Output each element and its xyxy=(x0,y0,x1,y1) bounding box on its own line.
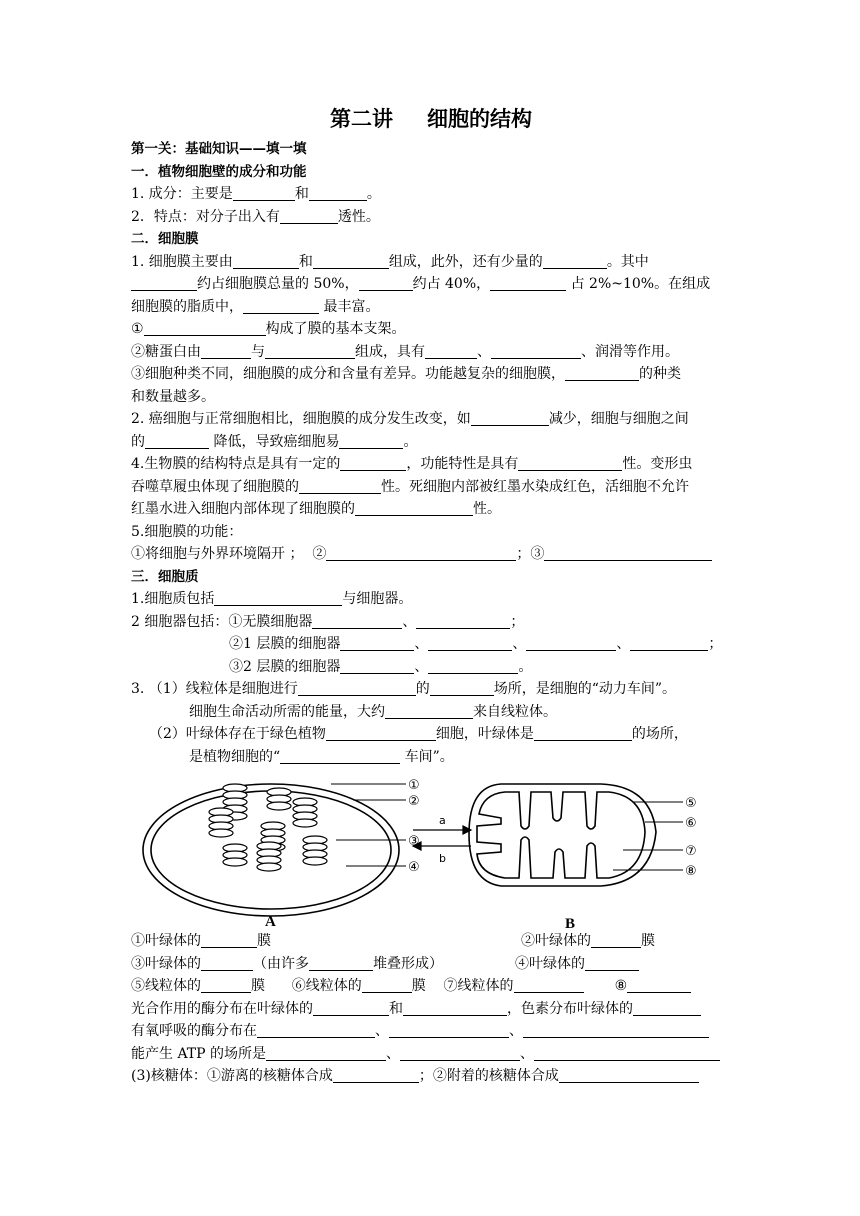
blank[interactable] xyxy=(340,659,414,674)
figure-label-b: B xyxy=(565,916,576,930)
blank[interactable] xyxy=(544,546,712,561)
blank[interactable] xyxy=(233,186,295,201)
blank[interactable] xyxy=(471,411,549,426)
blank[interactable] xyxy=(518,456,622,471)
blank[interactable] xyxy=(280,749,400,764)
section-1-heading: 一．植物细胞壁的成分和功能 xyxy=(131,163,307,180)
label-2: ② xyxy=(408,794,420,809)
organelle-figure xyxy=(131,774,731,930)
s1-line-2: 2．特点：对分子出入有 透性。 xyxy=(131,208,380,225)
label-3: ③ xyxy=(408,834,420,849)
level-heading: 第一关：基础知识——填一填 xyxy=(131,141,307,157)
s3-a: 1.细胞质包括 与细胞器。 xyxy=(131,591,413,607)
page-title: 第二讲 细胞的结构 xyxy=(330,107,532,131)
label-7: ⑦ xyxy=(685,844,697,859)
arrow-label-a: a xyxy=(439,814,446,827)
s3-m: 3. （1）线粒体是细胞进行 的 场所，是细胞的“动力车间”。 xyxy=(131,681,677,697)
blank[interactable] xyxy=(233,254,299,269)
blank[interactable] xyxy=(265,344,355,359)
s3-m-cont: 细胞生命活动所需的能量，大约 来自线粒体。 xyxy=(189,703,557,720)
organelle-diagram xyxy=(131,774,731,930)
s2-q5-items: ①将细胞与外界环境隔开 ； ② ；③ xyxy=(131,543,731,566)
blank[interactable] xyxy=(201,978,251,993)
s2-q2-cont: 的 降低，导致癌细胞易 。 xyxy=(131,433,418,450)
blank[interactable] xyxy=(534,726,632,741)
blank[interactable] xyxy=(359,276,413,291)
blank[interactable] xyxy=(514,978,584,993)
s3-d: ③2 层膜的细胞器 、 。 xyxy=(229,658,533,675)
thylakoid-disc xyxy=(267,802,291,810)
blank[interactable] xyxy=(559,1068,699,1083)
section-2-heading: 二．细胞膜 xyxy=(131,231,199,247)
blank[interactable] xyxy=(266,1046,386,1061)
blank[interactable] xyxy=(585,956,639,971)
thylakoid-disc xyxy=(257,863,281,871)
s2-p1: 1. 细胞膜主要由 和 组成，此外，还有少量的 。其中 xyxy=(131,253,649,270)
blank[interactable] xyxy=(534,1046,720,1061)
blank[interactable] xyxy=(313,1001,389,1016)
thylakoid-disc xyxy=(209,829,233,837)
label-1: ① xyxy=(408,778,420,793)
s2-q4: 4.生物膜的结构特点是具有一定的 ，功能特性是具有 性。变形虫 xyxy=(131,456,693,472)
blank[interactable] xyxy=(201,956,253,971)
blank[interactable] xyxy=(326,726,436,741)
blank[interactable] xyxy=(565,366,639,381)
blank[interactable] xyxy=(309,956,373,971)
section-3-heading: 三．细胞质 xyxy=(131,568,199,585)
blank[interactable] xyxy=(298,681,416,696)
fig-answer-row-3: ⑤线粒体的 膜 ⑥线粒体的 膜 ⑦线粒体的 ⑧ xyxy=(131,975,731,998)
blank[interactable] xyxy=(425,344,477,359)
blank[interactable] xyxy=(214,591,342,606)
worksheet xyxy=(131,104,731,1088)
blank[interactable] xyxy=(523,1023,709,1038)
s2-q4-cont: 吞噬草履虫体现了细胞膜的 性。死细胞内部被红墨水染成红色，活细胞不允许 xyxy=(131,478,689,495)
blank[interactable] xyxy=(144,321,266,336)
blank[interactable] xyxy=(280,209,338,224)
s2-q4-cont2: 红墨水进入细胞内部体现了细胞膜的 性。 xyxy=(131,501,501,517)
s2-c1: ① 构成了膜的基本支架。 xyxy=(131,321,406,337)
label-6: ⑥ xyxy=(685,816,697,831)
s2-c3-cont: 和数量越多。 xyxy=(131,388,215,405)
blank[interactable] xyxy=(591,933,641,948)
blank[interactable] xyxy=(430,681,494,696)
blank[interactable] xyxy=(340,456,406,471)
enzyme-photosynthesis: 光合作用的酶分布在叶绿体的 和 ，色素分布叶绿体的 xyxy=(131,998,731,1021)
thylakoid-disc xyxy=(303,857,327,865)
blank[interactable] xyxy=(355,501,473,516)
blank[interactable] xyxy=(257,1023,375,1038)
blank[interactable] xyxy=(428,659,518,674)
s2-q5: 5.细胞膜的功能： xyxy=(131,523,243,540)
blank[interactable] xyxy=(340,636,414,651)
label-4: ④ xyxy=(408,860,420,875)
s2-c2: ②糖蛋白由 与 组成，具有 、 、润滑等作用。 xyxy=(131,343,679,360)
blank[interactable] xyxy=(131,276,197,291)
blank[interactable] xyxy=(543,254,607,269)
blank[interactable] xyxy=(416,614,510,629)
s2-c3: ③细胞种类不同，细胞膜的成分和含量有差异。功能越复杂的细胞膜， 的种类 xyxy=(131,366,681,382)
blank[interactable] xyxy=(299,479,381,494)
label-5: ⑤ xyxy=(685,796,697,811)
s2-q2: 2. 癌细胞与正常细胞相比，细胞膜的成分发生改变，如 减少，细胞与细胞之间 xyxy=(131,411,689,427)
blank[interactable] xyxy=(339,434,403,449)
s3-k: （2）叶绿体存在于绿色植物 细胞，叶绿体是 的场所， xyxy=(149,726,688,742)
blank[interactable] xyxy=(362,978,412,993)
blank[interactable] xyxy=(428,636,512,651)
s3-k-cont: 是植物细胞的“ 车间”。 xyxy=(189,748,454,765)
blank[interactable] xyxy=(630,636,708,651)
blank[interactable] xyxy=(243,299,319,314)
thylakoid-disc xyxy=(223,858,247,866)
blank[interactable] xyxy=(313,254,389,269)
enzyme-respiration: 有氧呼吸的酶分布在 、 、 xyxy=(131,1020,731,1043)
atp-sites: 能产生 ATP 的场所是 、 、 xyxy=(131,1043,731,1066)
blank[interactable] xyxy=(201,933,257,948)
ribosome-line: (3)核糖体：①游离的核糖体合成 ；②附着的核糖体合成 xyxy=(131,1065,731,1088)
blank[interactable] xyxy=(145,434,209,449)
blank[interactable] xyxy=(312,614,402,629)
figure-label-a: A xyxy=(265,914,276,930)
blank[interactable] xyxy=(491,344,581,359)
thylakoid-disc xyxy=(293,819,317,827)
mitochondrion-drawing xyxy=(469,784,656,886)
blank[interactable] xyxy=(526,636,616,651)
s1-line-1: 1. 成分：主要是 和 。 xyxy=(131,186,381,202)
chloroplast-leader-lines xyxy=(331,784,406,866)
s3-c: ②1 层膜的细胞器 、 、 、 ； xyxy=(229,636,723,652)
blank[interactable] xyxy=(403,1001,507,1016)
blank[interactable] xyxy=(400,1046,520,1061)
s2-p2: 约占细胞膜总量的 50%， 约占 40%， 占 2%~10%。在组成 xyxy=(131,273,731,296)
blank[interactable] xyxy=(389,1023,509,1038)
fig-answer-row-2: ③叶绿体的 （由许多 堆叠形成） ④叶绿体的 xyxy=(131,953,731,976)
label-8: ⑧ xyxy=(685,864,697,879)
blank[interactable] xyxy=(627,978,691,993)
blank[interactable] xyxy=(201,344,251,359)
blank[interactable] xyxy=(309,186,367,201)
blank[interactable] xyxy=(490,276,566,291)
blank[interactable] xyxy=(633,1001,701,1016)
grana-stacks xyxy=(209,784,327,871)
conversion-arrows xyxy=(413,826,471,850)
blank[interactable] xyxy=(326,546,516,561)
s2-p3: 细胞膜的脂质中， 最丰富。 xyxy=(131,298,380,315)
fig-answer-row-1: ①叶绿体的 膜 ②叶绿体的 膜 xyxy=(131,933,655,949)
blank[interactable] xyxy=(333,1068,419,1083)
arrow-label-b: b xyxy=(439,852,446,865)
s3-b: 2 细胞器包括：①无膜细胞器 、 ； xyxy=(131,613,525,630)
blank[interactable] xyxy=(385,704,473,719)
